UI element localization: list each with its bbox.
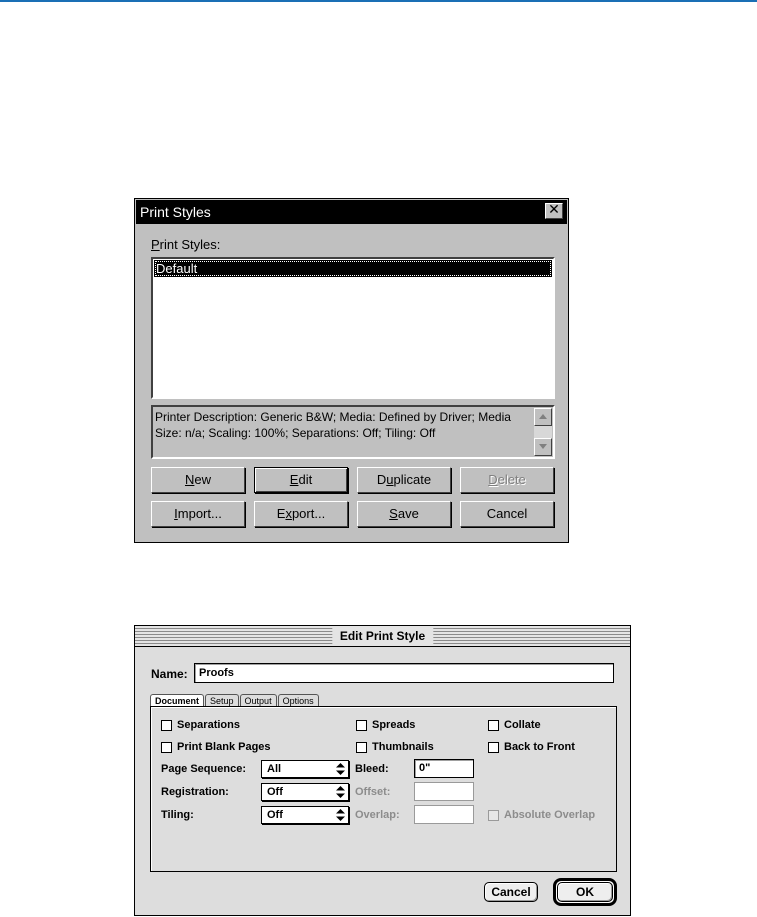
export-button[interactable]: Export... [254, 501, 348, 527]
description-scrollbar[interactable] [534, 408, 552, 456]
dialog-title-bar[interactable] [136, 200, 567, 224]
checkbox-box[interactable] [488, 810, 499, 821]
up-down-arrows-icon [336, 763, 345, 775]
import-button[interactable]: Import... [151, 501, 245, 527]
edit-button[interactable]: Edit [254, 467, 348, 493]
tiling-label: Tiling: [161, 809, 194, 821]
delete-button[interactable]: Delete [460, 467, 554, 493]
overlap-field[interactable] [414, 805, 474, 824]
dialog-title-bar[interactable] [135, 626, 630, 647]
new-button[interactable]: New [151, 467, 245, 493]
print-styles-dialog [134, 198, 569, 543]
style-description-text: Printer Description: Generic B&W; Media: Defined by Driver; Media Size: n/a; Scaling: 100%; Separations: Off; Tiling: Off [155, 410, 511, 440]
offset-field[interactable] [414, 782, 474, 801]
print-blank-pages-checkbox[interactable]: Print Blank Pages [161, 740, 271, 754]
up-down-arrows-icon [336, 786, 345, 798]
ok-button[interactable]: OK [557, 882, 613, 902]
registration-popup[interactable]: Off [261, 783, 349, 801]
checkbox-box[interactable] [356, 720, 367, 731]
overlap-label: Overlap: [355, 809, 400, 821]
list-item[interactable]: Default [154, 260, 552, 277]
scroll-up-button[interactable] [534, 408, 552, 426]
cancel-button[interactable]: Cancel [484, 882, 538, 902]
name-field[interactable]: Proofs [194, 663, 614, 683]
style-description-box [151, 405, 555, 459]
checkbox-box[interactable] [488, 720, 499, 731]
offset-label: Offset: [355, 786, 391, 798]
top-accent-line [0, 0, 757, 2]
absolute-overlap-checkbox[interactable]: Absolute Overlap [488, 808, 595, 822]
tab-output[interactable]: Output [240, 694, 277, 707]
separations-checkbox[interactable]: Separations [161, 718, 240, 732]
save-button[interactable]: Save [357, 501, 451, 527]
dialog-title: Edit Print Style [332, 628, 433, 645]
spreads-checkbox[interactable]: Spreads [356, 718, 415, 732]
checkbox-box[interactable] [356, 742, 367, 753]
checkbox-box[interactable] [161, 742, 172, 753]
print-styles-label: Print Styles: [151, 237, 221, 252]
triangle-up-icon [539, 414, 547, 419]
collate-checkbox[interactable]: Collate [488, 718, 541, 732]
up-down-arrows-icon [336, 809, 345, 821]
tiling-popup[interactable]: Off [261, 806, 349, 824]
back-to-front-checkbox[interactable]: Back to Front [488, 740, 575, 754]
bleed-field[interactable]: 0" [414, 759, 474, 778]
tab-options[interactable]: Options [278, 694, 319, 707]
close-icon[interactable]: ✕ [545, 203, 563, 219]
tab-document[interactable]: Document [150, 694, 204, 707]
dialog-title: Print Styles [140, 204, 211, 220]
triangle-down-icon [539, 444, 547, 449]
document-tab-panel [150, 706, 617, 872]
bleed-label: Bleed: [355, 763, 389, 775]
page-sequence-label: Page Sequence: [161, 763, 246, 775]
print-styles-list[interactable] [151, 257, 555, 399]
edit-print-style-dialog [134, 625, 631, 916]
page-sequence-popup[interactable]: All [261, 760, 349, 778]
duplicate-button[interactable]: Duplicate [357, 467, 451, 493]
registration-label: Registration: [161, 786, 229, 798]
name-label: Name: [151, 667, 188, 681]
thumbnails-checkbox[interactable]: Thumbnails [356, 740, 434, 754]
checkbox-box[interactable] [161, 720, 172, 731]
checkbox-box[interactable] [488, 742, 499, 753]
scroll-down-button[interactable] [534, 438, 552, 456]
tab-setup[interactable]: Setup [205, 694, 239, 707]
cancel-button[interactable]: Cancel [460, 501, 554, 527]
